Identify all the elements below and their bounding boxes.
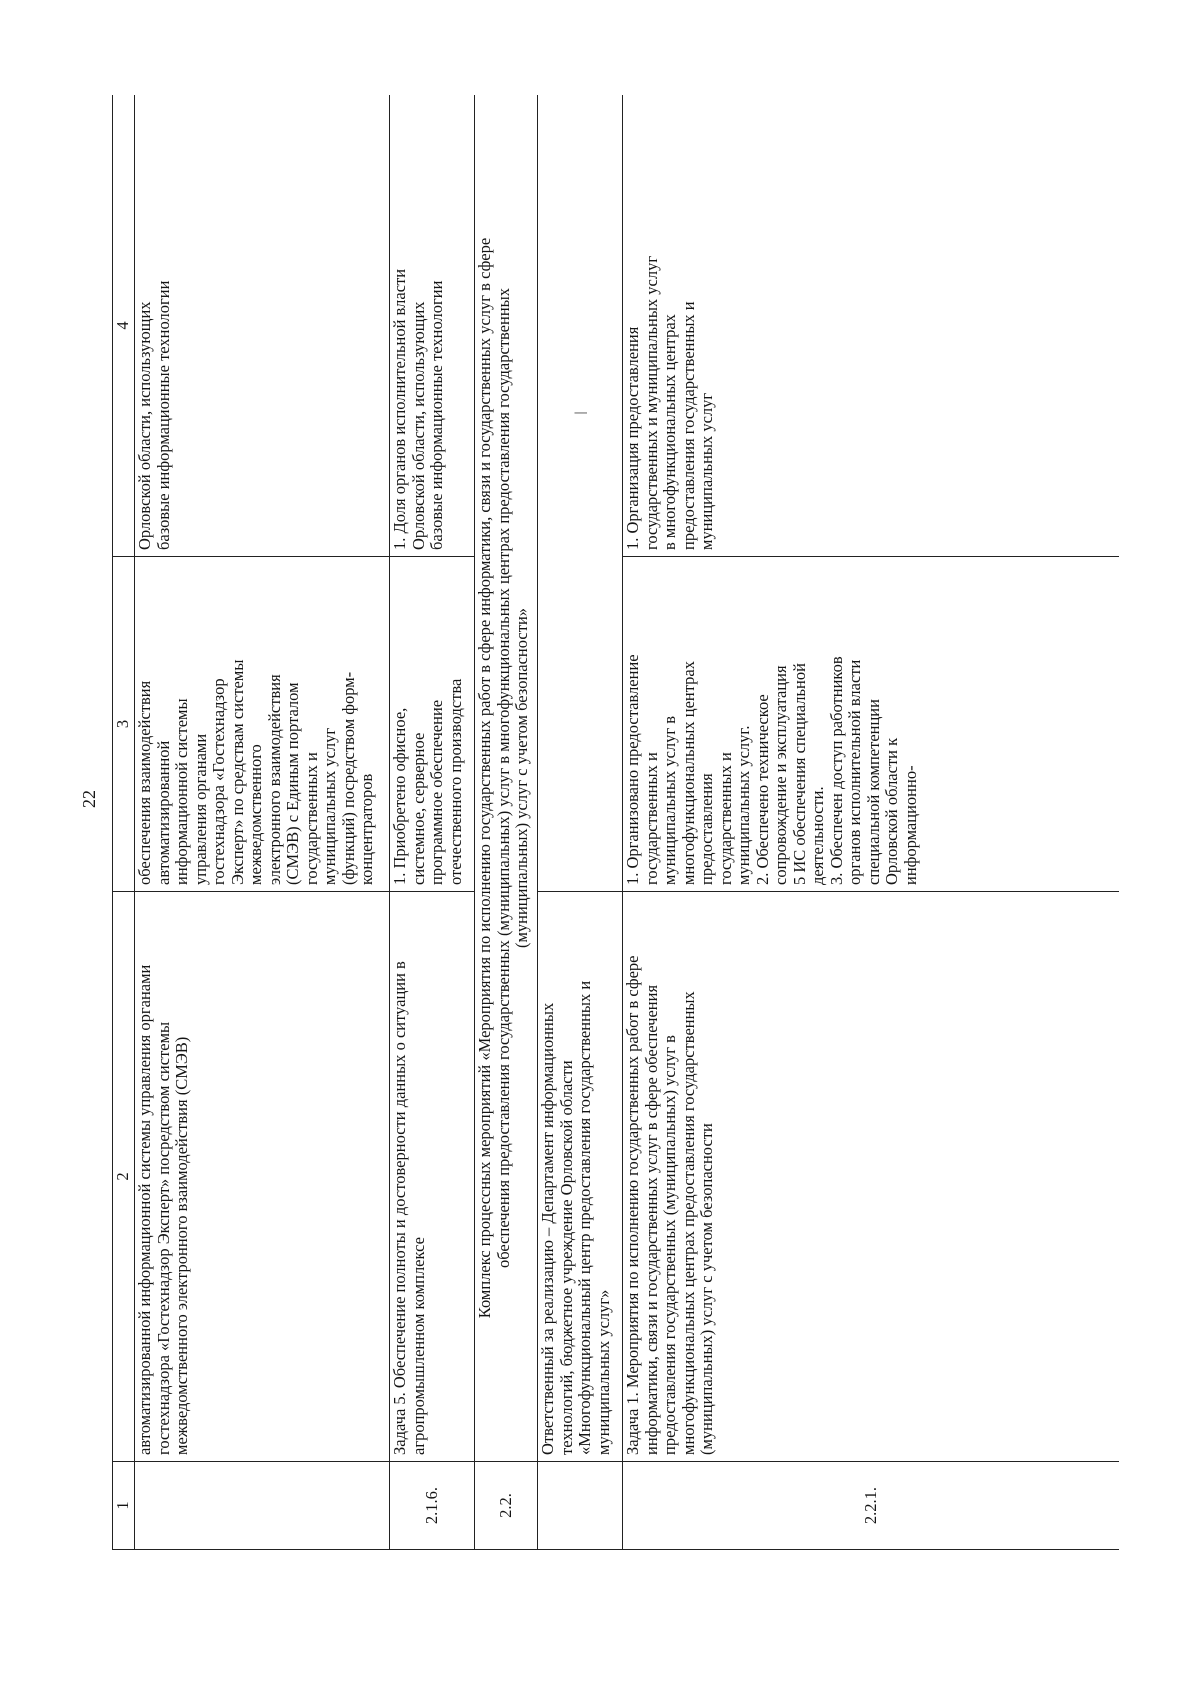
table-row-responsible <box>538 95 623 1550</box>
header-col-3: 3 <box>113 557 135 892</box>
responsible-executor: Ответственный за реализацию – Департамент информационных технологий, бюджетное учреждение Орловской области «Многофункциональный центр предоставления государственных и муниципальных услуг» <box>538 892 623 1462</box>
task-5-result: 1. Приобретено офисное, системное, серверное программное обеспечение отечественного производства <box>390 557 475 892</box>
row-number-2-2: 2.2. <box>475 1462 538 1550</box>
continuation-result: обеспечения взаимодействия автоматизированной информационной системы управления органами гостехнадзора «Гостехнадзор Эксперт» по средствам системы межведомственного электронного взаимодействия (СМЭВ) с Единым порталом государственных и муниципальных услуг (функций) посредством форм- концентраторов <box>135 557 390 892</box>
table-row-2-2 <box>475 95 538 1550</box>
row-number-2-2-1: 2.2.1. <box>623 1462 1120 1550</box>
header-col-2: 2 <box>113 892 135 1462</box>
task-1-description: Задача 1. Мероприятия по исполнению государственных работ в сфере информатики, связи и государственных услуг в сфере обеспечения предоставления государственных (муниципальных) услуг в многофункциональных центрах предоставления государственных (муниципальных) услуг с учетом безопасности <box>623 892 1120 1462</box>
responsible-empty-cell <box>538 95 623 892</box>
continuation-indicator: Орловской области, использующих базовые информационные технологии <box>135 95 390 557</box>
page-number: 22 <box>79 790 99 808</box>
header-row <box>113 95 135 1550</box>
table-row-2-1-6 <box>390 95 475 1550</box>
task-5-indicator: 1. Доля органов исполнительной власти Орловской области, использующих базовые информационные технологии <box>390 95 475 557</box>
task-1-result: 1. Организовано предоставление государственных и муниципальных услуг в многофункциональных центрах предоставления государственных и муниципальных услуг. 2. Обеспечено техническое сопровождение и эксплуатация 5 ИС обеспечения специальной деятельности. 3. Обеспечен доступ работников органов исполнительной власти специальной компетенции Орловской области к информационно- <box>623 557 1120 892</box>
header-col-1: 1 <box>113 1462 135 1550</box>
table-row-2-2-1 <box>623 95 1120 1550</box>
task-1-indicator: 1. Организация предоставления государственных и муниципальных услуг в многофункциональных центрах предоставления государственных и муниципальных услуг <box>623 95 1120 557</box>
header-col-4: 4 <box>113 95 135 557</box>
row-number-empty <box>135 1462 390 1550</box>
table-row-continuation <box>135 95 390 1550</box>
continuation-activity: автоматизированной информационной системы управления органами гостехнадзора «Гостехнадзор Эксперт» посредством системы межведомственного электронного взаимодействия (СМЭВ) <box>135 892 390 1462</box>
row-number-2-1-6: 2.1.6. <box>390 1462 475 1550</box>
process-complex-title: Комплекс процессных мероприятий «Мероприятия по исполнению государственных работ в сфере информатики, связи и государственных услуг в сфере обеспечения предоставления государственных (муниципальных) услуг в многофункциональных центрах предоставления государственных (муниципальных) услуг с учетом безопасности» <box>475 95 538 1462</box>
row-number-empty <box>538 1462 623 1550</box>
activities-table <box>112 95 1119 1550</box>
stray-mark: | <box>572 411 588 415</box>
table-frame <box>112 95 1119 1550</box>
task-5-description: Задача 5. Обеспечение полноты и достоверности данных о ситуации в агропромышленном комплексе <box>390 892 475 1462</box>
rotated-table-container <box>112 95 1119 1550</box>
